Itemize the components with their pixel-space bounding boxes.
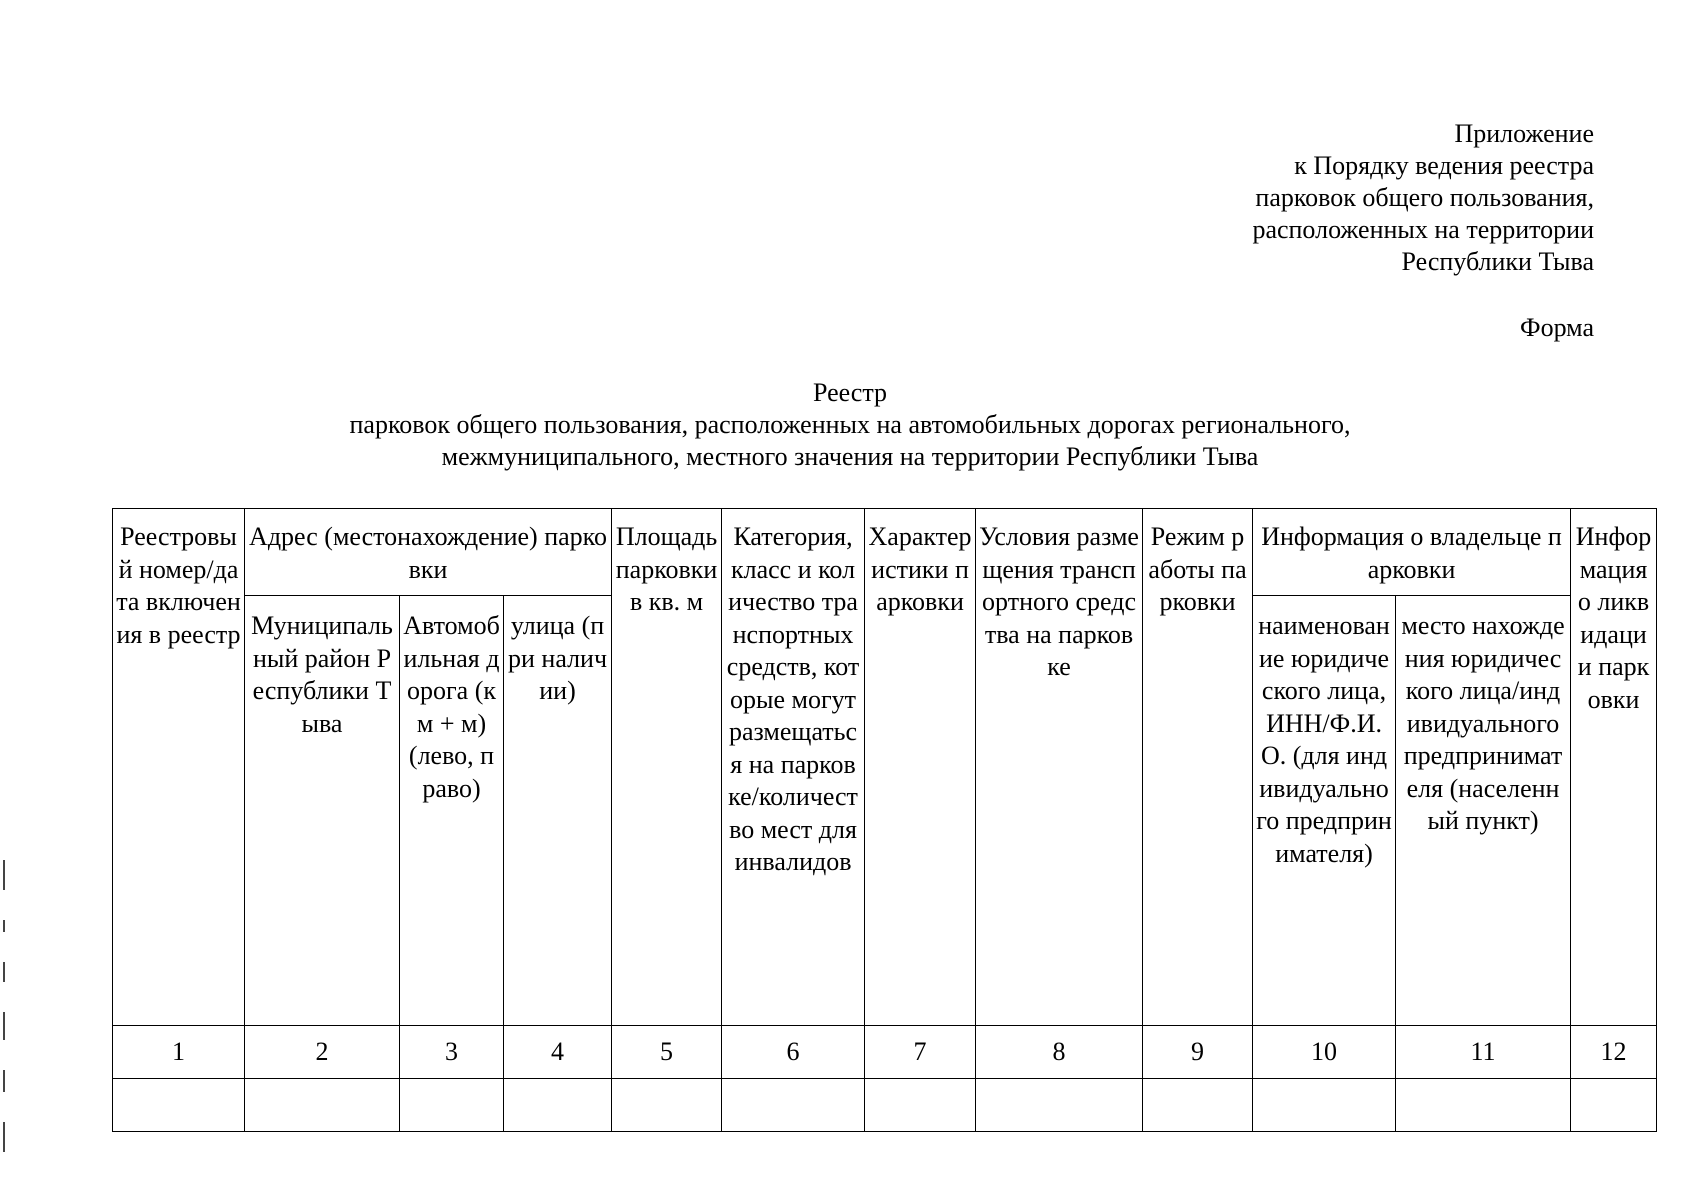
column-number: 1 <box>113 1026 245 1079</box>
header-placement-conditions: Условия размещения транспортного средства на парковке <box>976 509 1143 1026</box>
table-cell <box>400 1079 504 1132</box>
table-header-row <box>113 509 1657 596</box>
appendix-line: Приложение <box>1454 119 1594 148</box>
header-owner-name: наименование юридического лица, ИНН/Ф.И.О. (для индивидуального предпринимателя) <box>1253 596 1396 1026</box>
title-line-1: парковок общего пользования, расположенных на автомобильных дорогах регионального, <box>349 410 1351 439</box>
header-liquidation: Информация о ликвидации парковки <box>1571 509 1657 1026</box>
appendix-line: Республики Тыва <box>1401 247 1594 276</box>
header-working-hours: Режим работы парковки <box>1143 509 1253 1026</box>
column-number: 9 <box>1143 1026 1253 1079</box>
table-cell <box>1396 1079 1571 1132</box>
table-cell <box>865 1079 976 1132</box>
column-number: 3 <box>400 1026 504 1079</box>
document-title <box>110 377 1590 473</box>
table-cell <box>722 1079 865 1132</box>
table-cell <box>504 1079 612 1132</box>
header-area: Площадь парковки в кв. м <box>612 509 722 1026</box>
header-street: улица (при наличии) <box>504 596 612 1026</box>
column-number: 10 <box>1253 1026 1396 1079</box>
appendix-block <box>1252 118 1594 278</box>
form-label: Форма <box>1520 313 1594 342</box>
scan-edge-marks <box>3 860 7 1182</box>
header-owner-group: Информация о владельце парковки <box>1253 509 1571 596</box>
appendix-line: расположенных на территории <box>1252 215 1594 244</box>
column-numbers-row <box>113 1026 1657 1079</box>
title-line-2: межмуниципального, местного значения на территории Республики Тыва <box>441 442 1259 471</box>
table-cell <box>612 1079 722 1132</box>
registry-table <box>112 508 1657 1132</box>
header-registry-number: Реестровый номер/дата включения в реестр <box>113 509 245 1026</box>
table-cell <box>245 1079 400 1132</box>
column-number: 6 <box>722 1026 865 1079</box>
header-category: Категория, класс и количество транспортных средств, которые могут размещаться на парковке/количество мест для инвалидов <box>722 509 865 1026</box>
header-road: Автомобильная дорога (км + м) (лево, право) <box>400 596 504 1026</box>
title-heading: Реестр <box>812 378 888 407</box>
header-owner-location: место нахождения юридического лица/индивидуального предпринимателя (населенный пункт) <box>1396 596 1571 1026</box>
header-address-group: Адрес (местонахождение) парковки <box>245 509 612 596</box>
column-number: 4 <box>504 1026 612 1079</box>
header-characteristics: Характеристики парковки <box>865 509 976 1026</box>
column-number: 12 <box>1571 1026 1657 1079</box>
column-number: 11 <box>1396 1026 1571 1079</box>
table-cell <box>1143 1079 1253 1132</box>
header-municipal-district: Муниципальный район Республики Тыва <box>245 596 400 1026</box>
table-cell <box>976 1079 1143 1132</box>
appendix-line: к Порядку ведения реестра <box>1294 151 1594 180</box>
table-row <box>113 1079 1657 1132</box>
table-cell <box>113 1079 245 1132</box>
column-number: 5 <box>612 1026 722 1079</box>
table-cell <box>1253 1079 1396 1132</box>
column-number: 7 <box>865 1026 976 1079</box>
appendix-line: парковок общего пользования, <box>1255 183 1594 212</box>
column-number: 2 <box>245 1026 400 1079</box>
table-cell <box>1571 1079 1657 1132</box>
column-number: 8 <box>976 1026 1143 1079</box>
